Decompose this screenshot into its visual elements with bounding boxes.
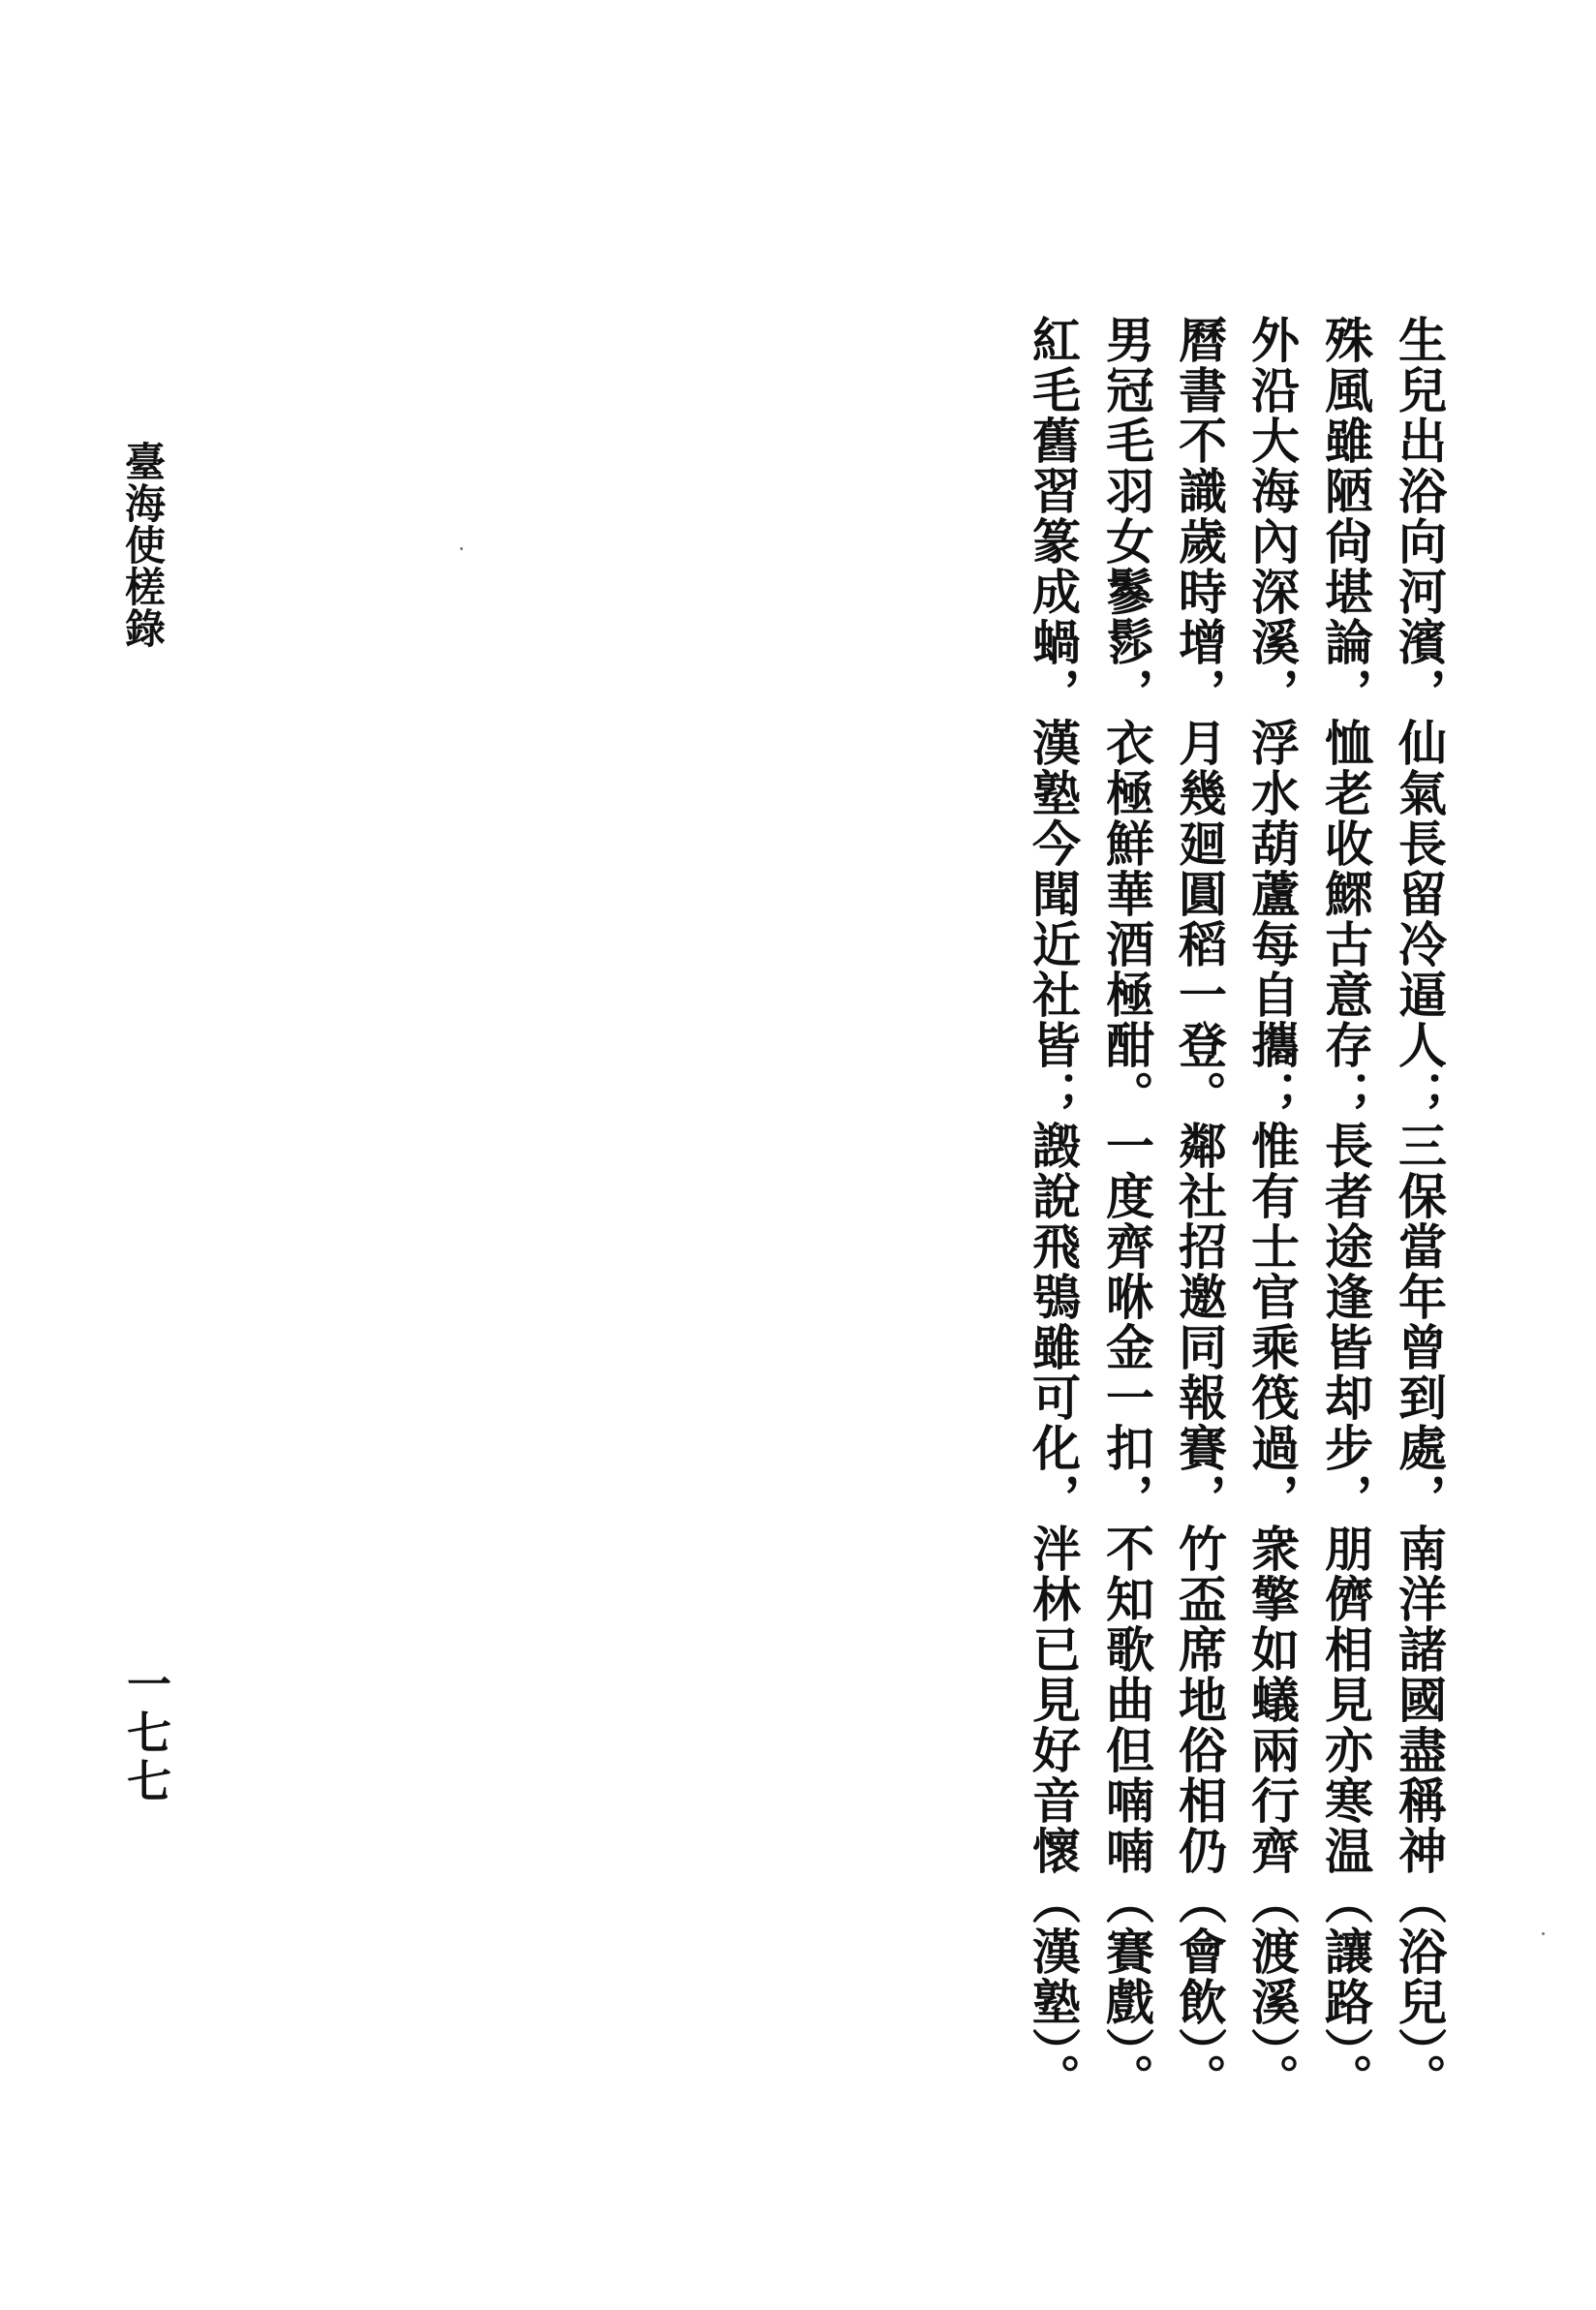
verse-line: 生兒出浴向河濱，仙氣長留冷逼人；三保當年曾到處，南洋諸國盡稱神（浴兒）。	[1391, 315, 1448, 2104]
verse-line: 男冠毛羽女鬖髿，衣極鮮華酒極酣。一度齊咻金一扣，不知歌曲但喃喃（賽戲）。	[1098, 315, 1155, 2104]
verse-line: 曆書不識歲時增，月幾廻圓稻一登。鄰社招邀同報賽，竹盃席地俗相仍（會飲）。	[1171, 315, 1228, 2104]
scan-speck	[460, 547, 463, 550]
running-title: 臺海使槎錄	[119, 441, 167, 649]
page-number: 一七七	[120, 1661, 172, 1806]
verse-line: 外沿大海內深溪，浮水葫蘆每自攜；惟有士官乘筏過，衆擎如蟻兩行齊（渡溪）。	[1243, 315, 1301, 2104]
verse-line: 紅毛舊習篆成蝸，漢塾今聞近社皆；譭說飛鴞雖可化，泮林已見好音懷（漢塾）。	[1025, 315, 1082, 2104]
verse-line: 殊風雖陋尙堪論，恤老收鰥古意存；長者途逢皆却步，朋儕相見亦寒温（讓路）。	[1317, 315, 1374, 2104]
scan-speck	[1542, 1932, 1545, 1935]
